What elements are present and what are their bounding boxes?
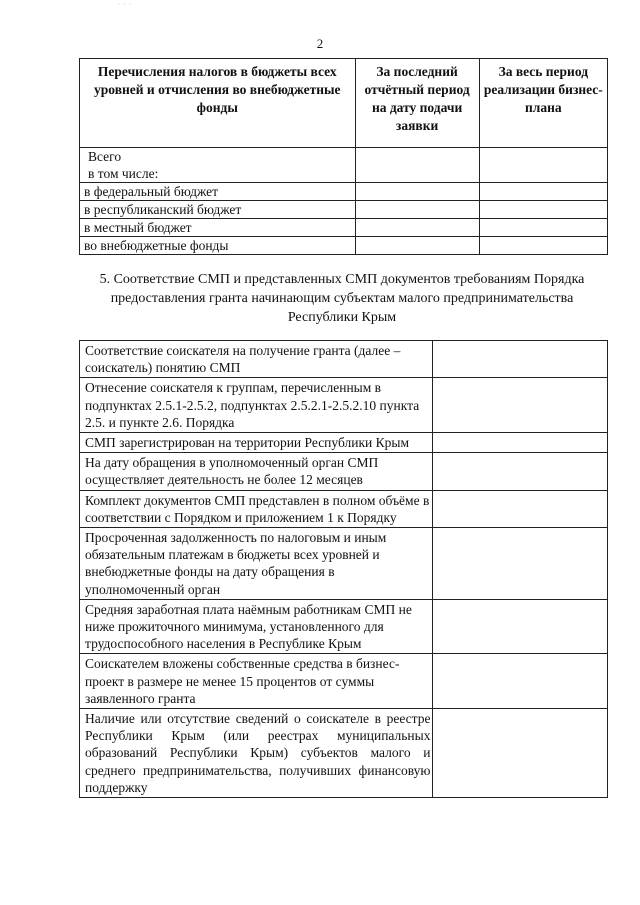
criterion-cell: На дату обращения в уполномоченный орган СМП осуществляет деятельность не более 12 месяцев — [80, 453, 433, 490]
empty-cell — [433, 490, 608, 527]
table-row — [80, 341, 608, 378]
criterion-cell: Соответствие соискателя на получение гранта (далее – соискатель) понятию СМП — [80, 341, 433, 378]
empty-cell — [355, 219, 479, 237]
empty-cell — [433, 453, 608, 490]
row-label-local: в местный бюджет — [80, 219, 356, 237]
header-full-period: За весь период реализации бизнес-плана — [479, 59, 607, 148]
table-row — [80, 599, 608, 654]
empty-cell — [433, 599, 608, 654]
page-number: 2 — [316, 36, 324, 51]
section-title: 5. Соответствие СМП и представленных СМП документов требованиям Порядка предоставления гранта начинающим субъектам малого предпринимательства Республики Крым — [99, 272, 585, 325]
table-row — [80, 433, 608, 453]
table-row — [80, 528, 608, 600]
row-label-federal: в федеральный бюджет — [80, 183, 356, 201]
empty-cell — [433, 341, 608, 378]
table-row — [80, 219, 608, 237]
empty-cell — [355, 148, 479, 183]
empty-cell — [433, 709, 608, 798]
scan-mark: · · · — [118, 2, 132, 8]
table-row — [80, 453, 608, 490]
empty-cell — [355, 237, 479, 255]
empty-cell — [479, 148, 607, 183]
empty-cell — [433, 528, 608, 600]
table-row — [80, 183, 608, 201]
criterion-cell: Средняя заработная плата наёмным работникам СМП не ниже прожиточного минимума, установленного для трудоспособного населения в Республике Крым — [80, 599, 433, 654]
empty-cell — [355, 201, 479, 219]
tax-transfers-table — [79, 58, 608, 255]
row-label-republican: в республиканский бюджет — [80, 201, 356, 219]
criterion-cell: Комплект документов СМП представлен в полном объёме в соответствии с Порядком и приложением 1 к Порядку — [80, 490, 433, 527]
row-label-extrabudgetary: во внебюджетные фонды — [80, 237, 356, 255]
table-row — [80, 378, 608, 433]
row-label-total: Всего в том числе: — [80, 148, 356, 183]
empty-cell — [433, 378, 608, 433]
empty-cell — [479, 237, 607, 255]
table-row — [80, 148, 608, 183]
criterion-cell: СМП зарегистрирован на территории Республики Крым — [80, 433, 433, 453]
table-row — [80, 654, 608, 709]
header-tax-transfers: Перечисления налогов в бюджеты всех уровней и отчисления во внебюджетные фонды — [80, 59, 356, 148]
table-row — [80, 709, 608, 798]
table-row — [80, 201, 608, 219]
criterion-cell: Просроченная задолженность по налоговым и иным обязательным платежам в бюджеты всех уровней и внебюджетные фонды на дату обращения в уполномоченный орган — [80, 528, 433, 600]
criterion-cell: Наличие или отсутствие сведений о соискателе в реестре Республики Крым (или реестрах муниципальных образований Республики Крым) субъектов малого и среднего предпринимательства, получивших финансовую поддержку — [80, 709, 433, 798]
criterion-cell: Отнесение соискателя к группам, перечисленным в подпунктах 2.5.1-2.5.2, подпунктах 2.5.2.1-2.5.2.10 пункта 2.5. и пункте 2.6. Порядка — [80, 378, 433, 433]
empty-cell — [479, 183, 607, 201]
table-row — [80, 237, 608, 255]
table-row — [80, 490, 608, 527]
empty-cell — [433, 433, 608, 453]
empty-cell — [355, 183, 479, 201]
header-last-period: За последний отчётный период на дату подачи заявки — [355, 59, 479, 148]
criterion-cell: Соискателем вложены собственные средства в бизнес-проект в размере не менее 15 процентов от суммы заявленного гранта — [80, 654, 433, 709]
table-header-row — [80, 59, 608, 148]
empty-cell — [479, 201, 607, 219]
empty-cell — [479, 219, 607, 237]
compliance-table — [79, 340, 608, 798]
empty-cell — [433, 654, 608, 709]
